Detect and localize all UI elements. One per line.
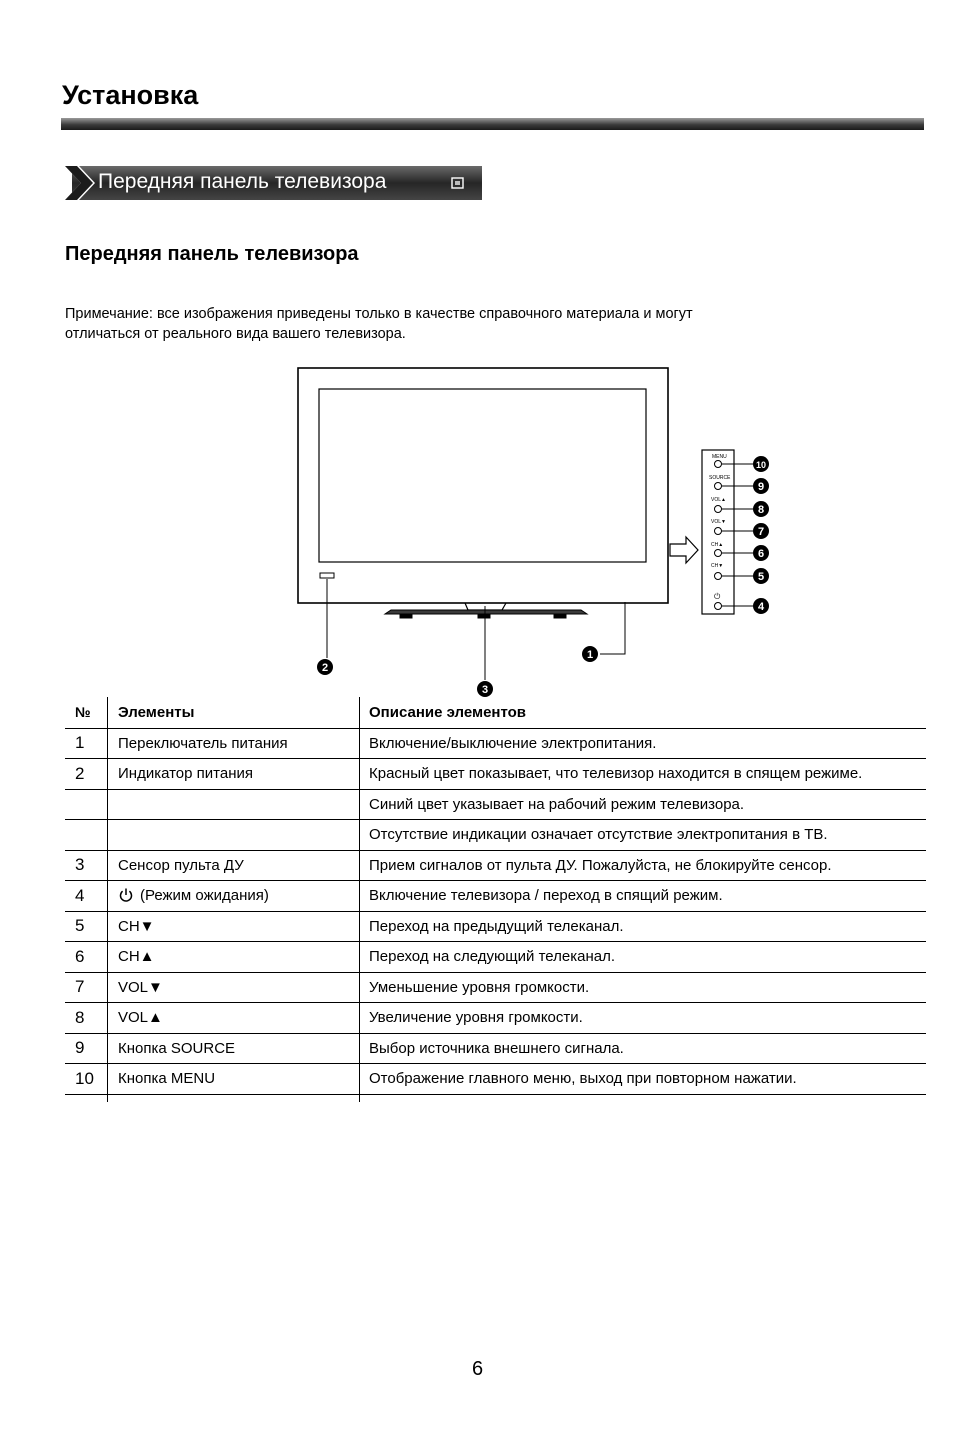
table-row xyxy=(65,1003,926,1034)
row-description: Красный цвет показывает, что телевизор находится в спящем режиме. xyxy=(360,759,927,790)
callout-7: 7 xyxy=(757,526,765,538)
callout-5: 5 xyxy=(757,571,765,583)
table-row xyxy=(65,972,926,1003)
button-label: VOL▲ xyxy=(711,497,726,503)
table-row xyxy=(65,759,926,790)
row-description: Включение/выключение электропитания. xyxy=(360,728,927,759)
row-num: 4 xyxy=(75,885,85,905)
note xyxy=(65,304,825,344)
row-element: Кнопка SOURCE xyxy=(108,1033,360,1064)
row-element: VOL▲ xyxy=(108,1003,360,1034)
row-element: CH▼ xyxy=(108,911,360,942)
row-num: 7 xyxy=(75,977,85,997)
row-description: Отображение главного меню, выход при повторном нажатии. xyxy=(360,1064,927,1095)
arrow-right-icon xyxy=(670,537,698,563)
row-element xyxy=(108,881,360,912)
source-button xyxy=(715,483,722,490)
vol-up-button xyxy=(715,506,722,513)
menu-button xyxy=(715,461,722,468)
note-line: Примечание: все изображения приведены только в качестве справочного материала и могут xyxy=(65,306,693,322)
row-num: 10 xyxy=(75,1068,94,1088)
row-element: Индикатор питания xyxy=(108,759,360,790)
table-row xyxy=(65,1033,926,1064)
row-element-label: (Режим ожидания) xyxy=(140,887,269,905)
power-icon xyxy=(118,887,134,903)
button-label: CH▲ xyxy=(711,542,724,548)
table-tail xyxy=(65,1094,926,1102)
row-num xyxy=(65,789,108,820)
button-label: CH▼ xyxy=(711,563,724,569)
note-line: отличаться от реального вида вашего телевизора. xyxy=(65,326,406,342)
callout-1: 1 xyxy=(586,649,594,661)
table-row xyxy=(65,881,926,912)
power-indicator xyxy=(320,573,334,578)
row-element: CH▲ xyxy=(108,942,360,973)
row-element xyxy=(108,820,360,851)
row-description: Выбор источника внешнего сигнала. xyxy=(360,1033,927,1064)
vol-down-button xyxy=(715,528,722,535)
callout-8: 8 xyxy=(757,504,765,516)
table-row xyxy=(65,728,926,759)
row-description: Увеличение уровня громкости. xyxy=(360,1003,927,1034)
row-element: Сенсор пульта ДУ xyxy=(108,850,360,881)
table-row xyxy=(65,820,926,851)
row-num: 5 xyxy=(75,916,85,936)
tv-frame xyxy=(298,368,668,603)
row-element: Переключатель питания xyxy=(108,728,360,759)
section-heading: Передняя панель телевизора xyxy=(65,243,359,265)
row-description: Отсутствие индикации означает отсутствие электропитания в ТВ. xyxy=(360,820,927,851)
table-header-row xyxy=(65,697,926,728)
row-element xyxy=(108,789,360,820)
button-label: MENU xyxy=(712,454,727,460)
power-icon: ⏻ xyxy=(714,592,721,601)
header-num: № xyxy=(75,704,91,721)
banner-title: Передняя панель телевизора xyxy=(98,170,387,193)
tv-front-diagram xyxy=(290,362,780,702)
callout-6: 6 xyxy=(757,548,765,560)
row-num: 1 xyxy=(65,728,108,759)
table-row xyxy=(65,942,926,973)
spec-table xyxy=(65,697,926,1102)
callout-10: 10 xyxy=(755,460,767,470)
callout-9: 9 xyxy=(757,481,765,493)
callout-3: 3 xyxy=(481,684,489,696)
row-num: 9 xyxy=(75,1038,85,1058)
row-description: Переход на следующий телеканал. xyxy=(360,942,927,973)
header-description: Описание элементов xyxy=(360,697,927,728)
ch-down-button xyxy=(715,573,722,580)
row-description: Синий цвет указывает на рабочий режим телевизора. xyxy=(360,789,927,820)
header-element: Элементы xyxy=(108,697,360,728)
row-description: Включение телевизора / переход в спящий режим. xyxy=(360,881,927,912)
row-num xyxy=(65,820,108,851)
table-row xyxy=(65,911,926,942)
row-num: 2 xyxy=(75,763,85,783)
page-title: Установка xyxy=(62,80,199,110)
row-description: Уменьшение уровня громкости. xyxy=(360,972,927,1003)
page-number: 6 xyxy=(471,1358,484,1380)
row-num: 6 xyxy=(75,946,85,966)
callout-2: 2 xyxy=(321,662,329,674)
title-rule xyxy=(61,118,924,130)
ch-up-button xyxy=(715,550,722,557)
row-element: VOL▼ xyxy=(108,972,360,1003)
button-label: SOURCE xyxy=(709,475,731,481)
power-button xyxy=(715,603,722,610)
button-label: VOL▼ xyxy=(711,519,726,525)
row-description: Прием сигналов от пульта ДУ. Пожалуйста, не блокируйте сенсор. xyxy=(360,850,927,881)
row-description: Переход на предыдущий телеканал. xyxy=(360,911,927,942)
table-row xyxy=(65,1064,926,1095)
table-row xyxy=(65,850,926,881)
tv-screen xyxy=(319,389,646,562)
row-num: 3 xyxy=(75,855,85,875)
table-row xyxy=(65,789,926,820)
callout-4: 4 xyxy=(757,601,765,613)
row-element: Кнопка MENU xyxy=(108,1064,360,1095)
row-num: 8 xyxy=(75,1007,85,1027)
